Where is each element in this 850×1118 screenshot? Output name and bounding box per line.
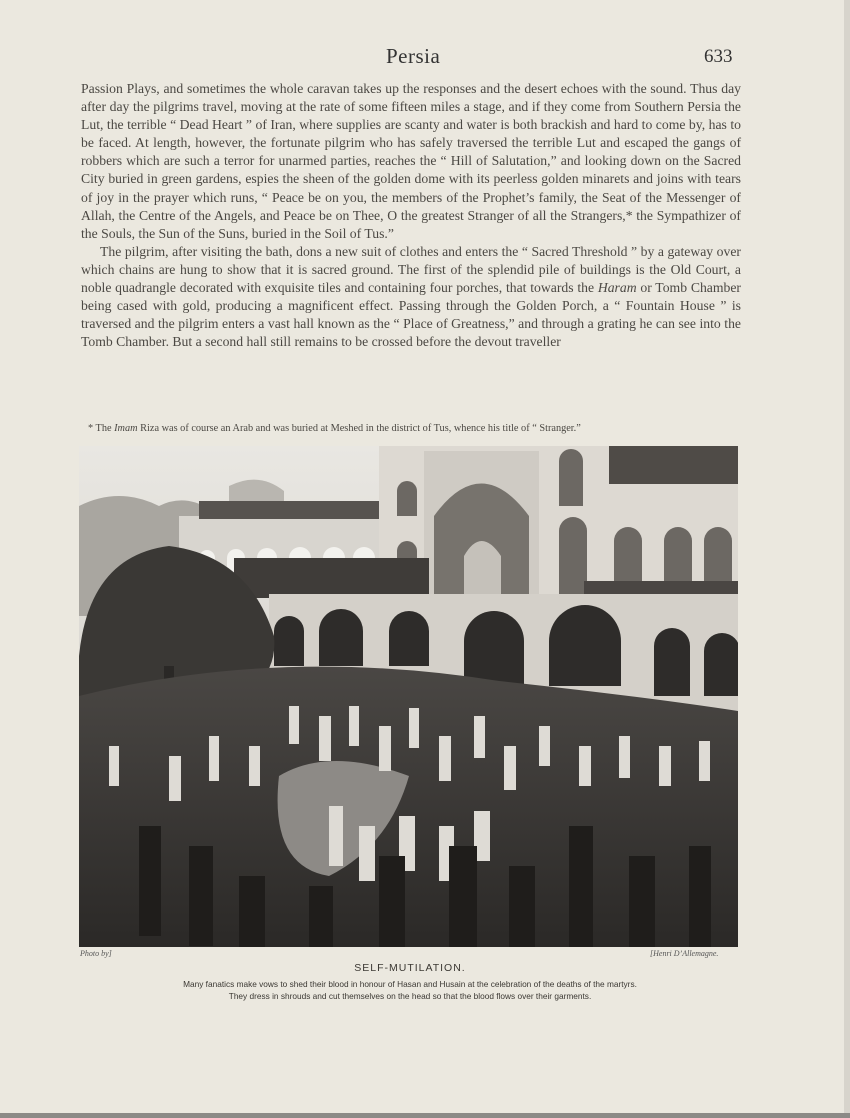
paragraph-1: Passion Plays, and sometimes the whole caravan takes up the responses and the desert echoes with the sound. Thus day after day the pilgrims travel, moving at the rate of some fifteen miles a stage, and if they come from Southern Persia the Lut, the terrible “ Dead Heart ” of Iran, where supplies are scanty and water is both brackish and hard to come by, has to be faced. At length, however, the fortunate pilgrim who has safely traversed the terrible Lut and escaped the gangs of robbers which are such a terror for unarmed parties, reaches the “ Hill of Salutation,” and looking down on the Sacred City buried in green gardens, espies the sheen of the golden dome with its peerless golden minarets and joins with tears of joy in the prayer which runs, “ Peace be on you, the members of the Prophet’s family, the Seat of the Messenger of Allah, the Centre of the Angels, and Peace be on Thee, O the greatest Stranger of all the Strangers,* the Sympathizer of the Souls, the Sun of the Suns, buried in the Soil of Tus.” [81,81,741,241]
body-text [81,80,741,351]
paragraph-2-part-1: The pilgrim, after visiting the bath, dons a new suit of clothes and enters the “ Sacred Threshold ” by a gateway over which chains are hung to show that it is sacred ground. The first of the splendid pile of buildings is the Old Court, a noble quadrangle decorated with exquisite tiles and containing four porches, that towards the [81,243,741,296]
photograph-illustration [79,446,738,947]
photograph [79,446,738,947]
caption-line-1: Many fanatics make vows to shed their blood in honour of Hasan and Husain at the celebration of the deaths of the martyrs. [183,979,637,989]
page-number: 633 [704,46,733,67]
caption-line-2: They dress in shrouds and cut themselves on the head so that the blood flows over their garments. [228,990,592,1001]
paragraph-2 [81,243,741,352]
footnote-text: Riza was of course an Arab and was buried at Meshed in the district of Tus, whence his title of “ Stranger.” [140,423,581,434]
photo-credit-right: [Henri D’Allemagne. [650,949,719,958]
page-bottom-edge [0,1113,850,1118]
caption-text [40,979,780,1002]
imam-term: Imam [114,423,138,434]
running-title: Persia [386,44,441,68]
paragraph-2-part-2: or Tomb Chamber being cased with gold, producing a magnificent effect. Passing through the Golden Porch, a “ Fountain House ” is traversed and the pilgrim enters a vast hall known as the “ Place of Greatness,” and through a grating he can see into the Tomb Chamber. But a second hall still remains to be crossed before the devout traveller [81,280,741,350]
footnote [88,422,748,435]
caption-title: SELF-MUTILATION. [354,962,466,974]
page-edge-shadow [844,0,850,1118]
haram-term: Haram [597,280,637,296]
footnote-marker: * The [88,423,112,434]
photo-credit-left: Photo by] [80,949,112,958]
